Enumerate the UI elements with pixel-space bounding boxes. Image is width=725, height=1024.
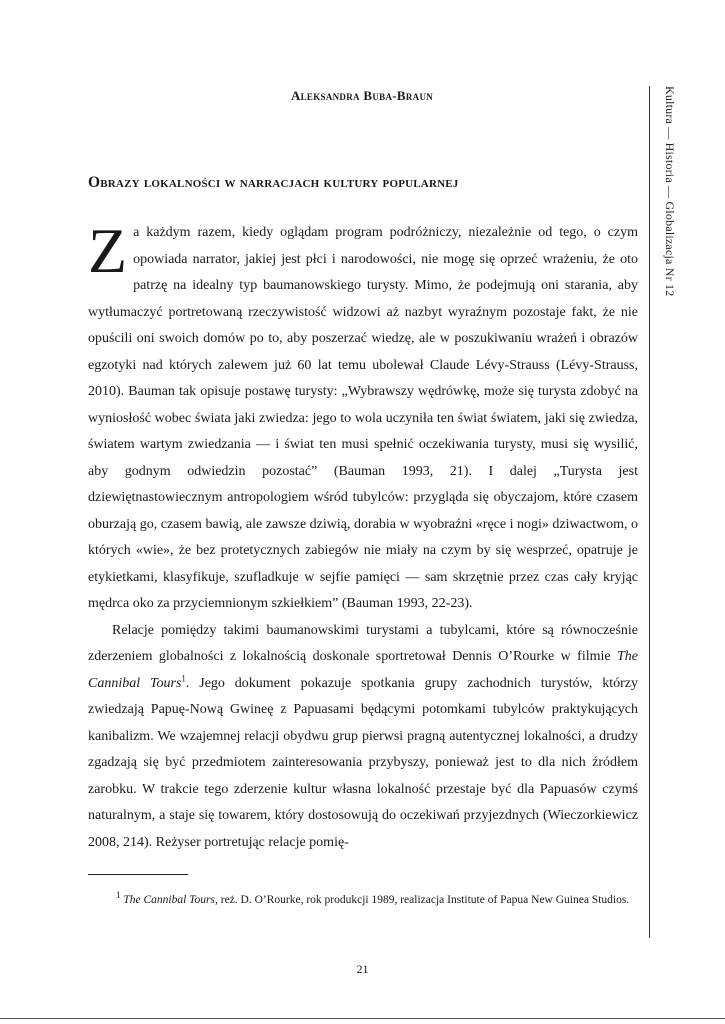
footnote-film-title: The Cannibal Tours (123, 894, 215, 906)
paragraph-2-text-end: . Jego dokument pokazuje spotkania grupy zachodnich turystów, którzy zwiedzają Papuę-Nową Gwineę z Papuasami będącymi potomkami tubylców praktykujących kanibalizm. We wzajemnej relacji obydwu grup pierwsi pragną autentycznej lokalności, a drudzy zgadzają się być przedmiotem zainteresowania przybyszy, ponieważ jest to dla nich źródłem zarobku. W trakcie tego zderzenie kultur własna lokalność przestaje być dla Papuasów czymś naturalnym, a staje się towarem, który dostosowują do oczekiwań przyjezdnych (Wieczorkiewicz 2008, 214). Reżyser portretując relacje pomię- (88, 675, 638, 850)
film-title: The Cannibal Tours (88, 649, 638, 691)
bottom-rule (0, 1018, 725, 1019)
drop-cap: Z (88, 215, 128, 286)
footnote-1 (88, 888, 638, 912)
paragraph-2-text-start: Relacje pomiędzy takimi baumanowskimi turystami a tubylcami, które są równocześnie zderzeniem globalności z lokalnością doskonale sportretował Dennis O’Rourke w filmie (88, 622, 638, 664)
paragraph-2 (88, 618, 638, 857)
paragraph-1 (88, 215, 638, 618)
journal-running-head: Kultura — Historia — Globalizacja Nr 12 (663, 86, 677, 297)
page-number: 21 (356, 962, 369, 976)
footnote-number: 1 (116, 890, 121, 901)
author-name: Aleksandra Buba-Braun (290, 88, 434, 103)
footnote-reference[interactable]: 1 (181, 672, 186, 683)
footnote-text: , reż. D. O’Rourke, rok produkcji 1989, realizacja Institute of Papua New Guinea Studios. (214, 894, 630, 906)
article-title: Obrazy lokalności w narracjach kultury popularnej (88, 174, 459, 191)
footnote-separator (88, 874, 188, 875)
paragraph-1-text: a każdym razem, kiedy oglądam program podróżniczy, niezależnie od tego, o czym opowiada narrator, jakiej jest płci i narodowości, nie mogę się oprzeć wrażeniu, że oto patrzę na idealny typ baumanowskiego turysty. Mimo, że podejmują oni starania, aby wytłumaczyć portretowaną rzeczywistość widzowi aż nazbyt wyraźnym pozostaje fakt, że nie opuścili oni swoich domów po to, aby poszerzać wiedzę, ale w poszukiwaniu wrażeń i obrazów egzotyki nad których zalewem już 60 lat temu ubolewał Claude Lévy-Strauss (Lévy-Strauss, 2010). Bauman tak opisuje postawę turysty: „Wybrawszy wędrówkę, może się turysta zdobyć na wyniosłość wobec świata jaki zwiedza: jego to wola uczyniła ten świat światem, jaki się zwiedza, światem wartym zwiedzania — i świat ten musi spełnić oczekiwania turysty, musi się wysilić, aby godnym odwiedzin pozostać” (Bauman 1993, 21). I dalej „Turysta jest dziewiętnastowiecznym antropologiem wśród tubylców: przygląda się obyczajom, które czasem oburzają go, czasem bawią, ale zawsze dziwią, dorabia w wyobraźni «ręce i nogi» dziwactwom, o których «wie», że bez protetycznych zabiegów nie miały na czym by się wesprzeć, opatruje je etykietkami, klasyfikuje, szufladkuje w sejfie pamięci — sam skrzętnie przez czas cały kryjąc mędrca oko za przyciemnionym szkiełkiem” (Bauman 1993, 22-23). (88, 225, 638, 611)
sidebar-rule (649, 86, 650, 938)
article-body (88, 215, 638, 856)
